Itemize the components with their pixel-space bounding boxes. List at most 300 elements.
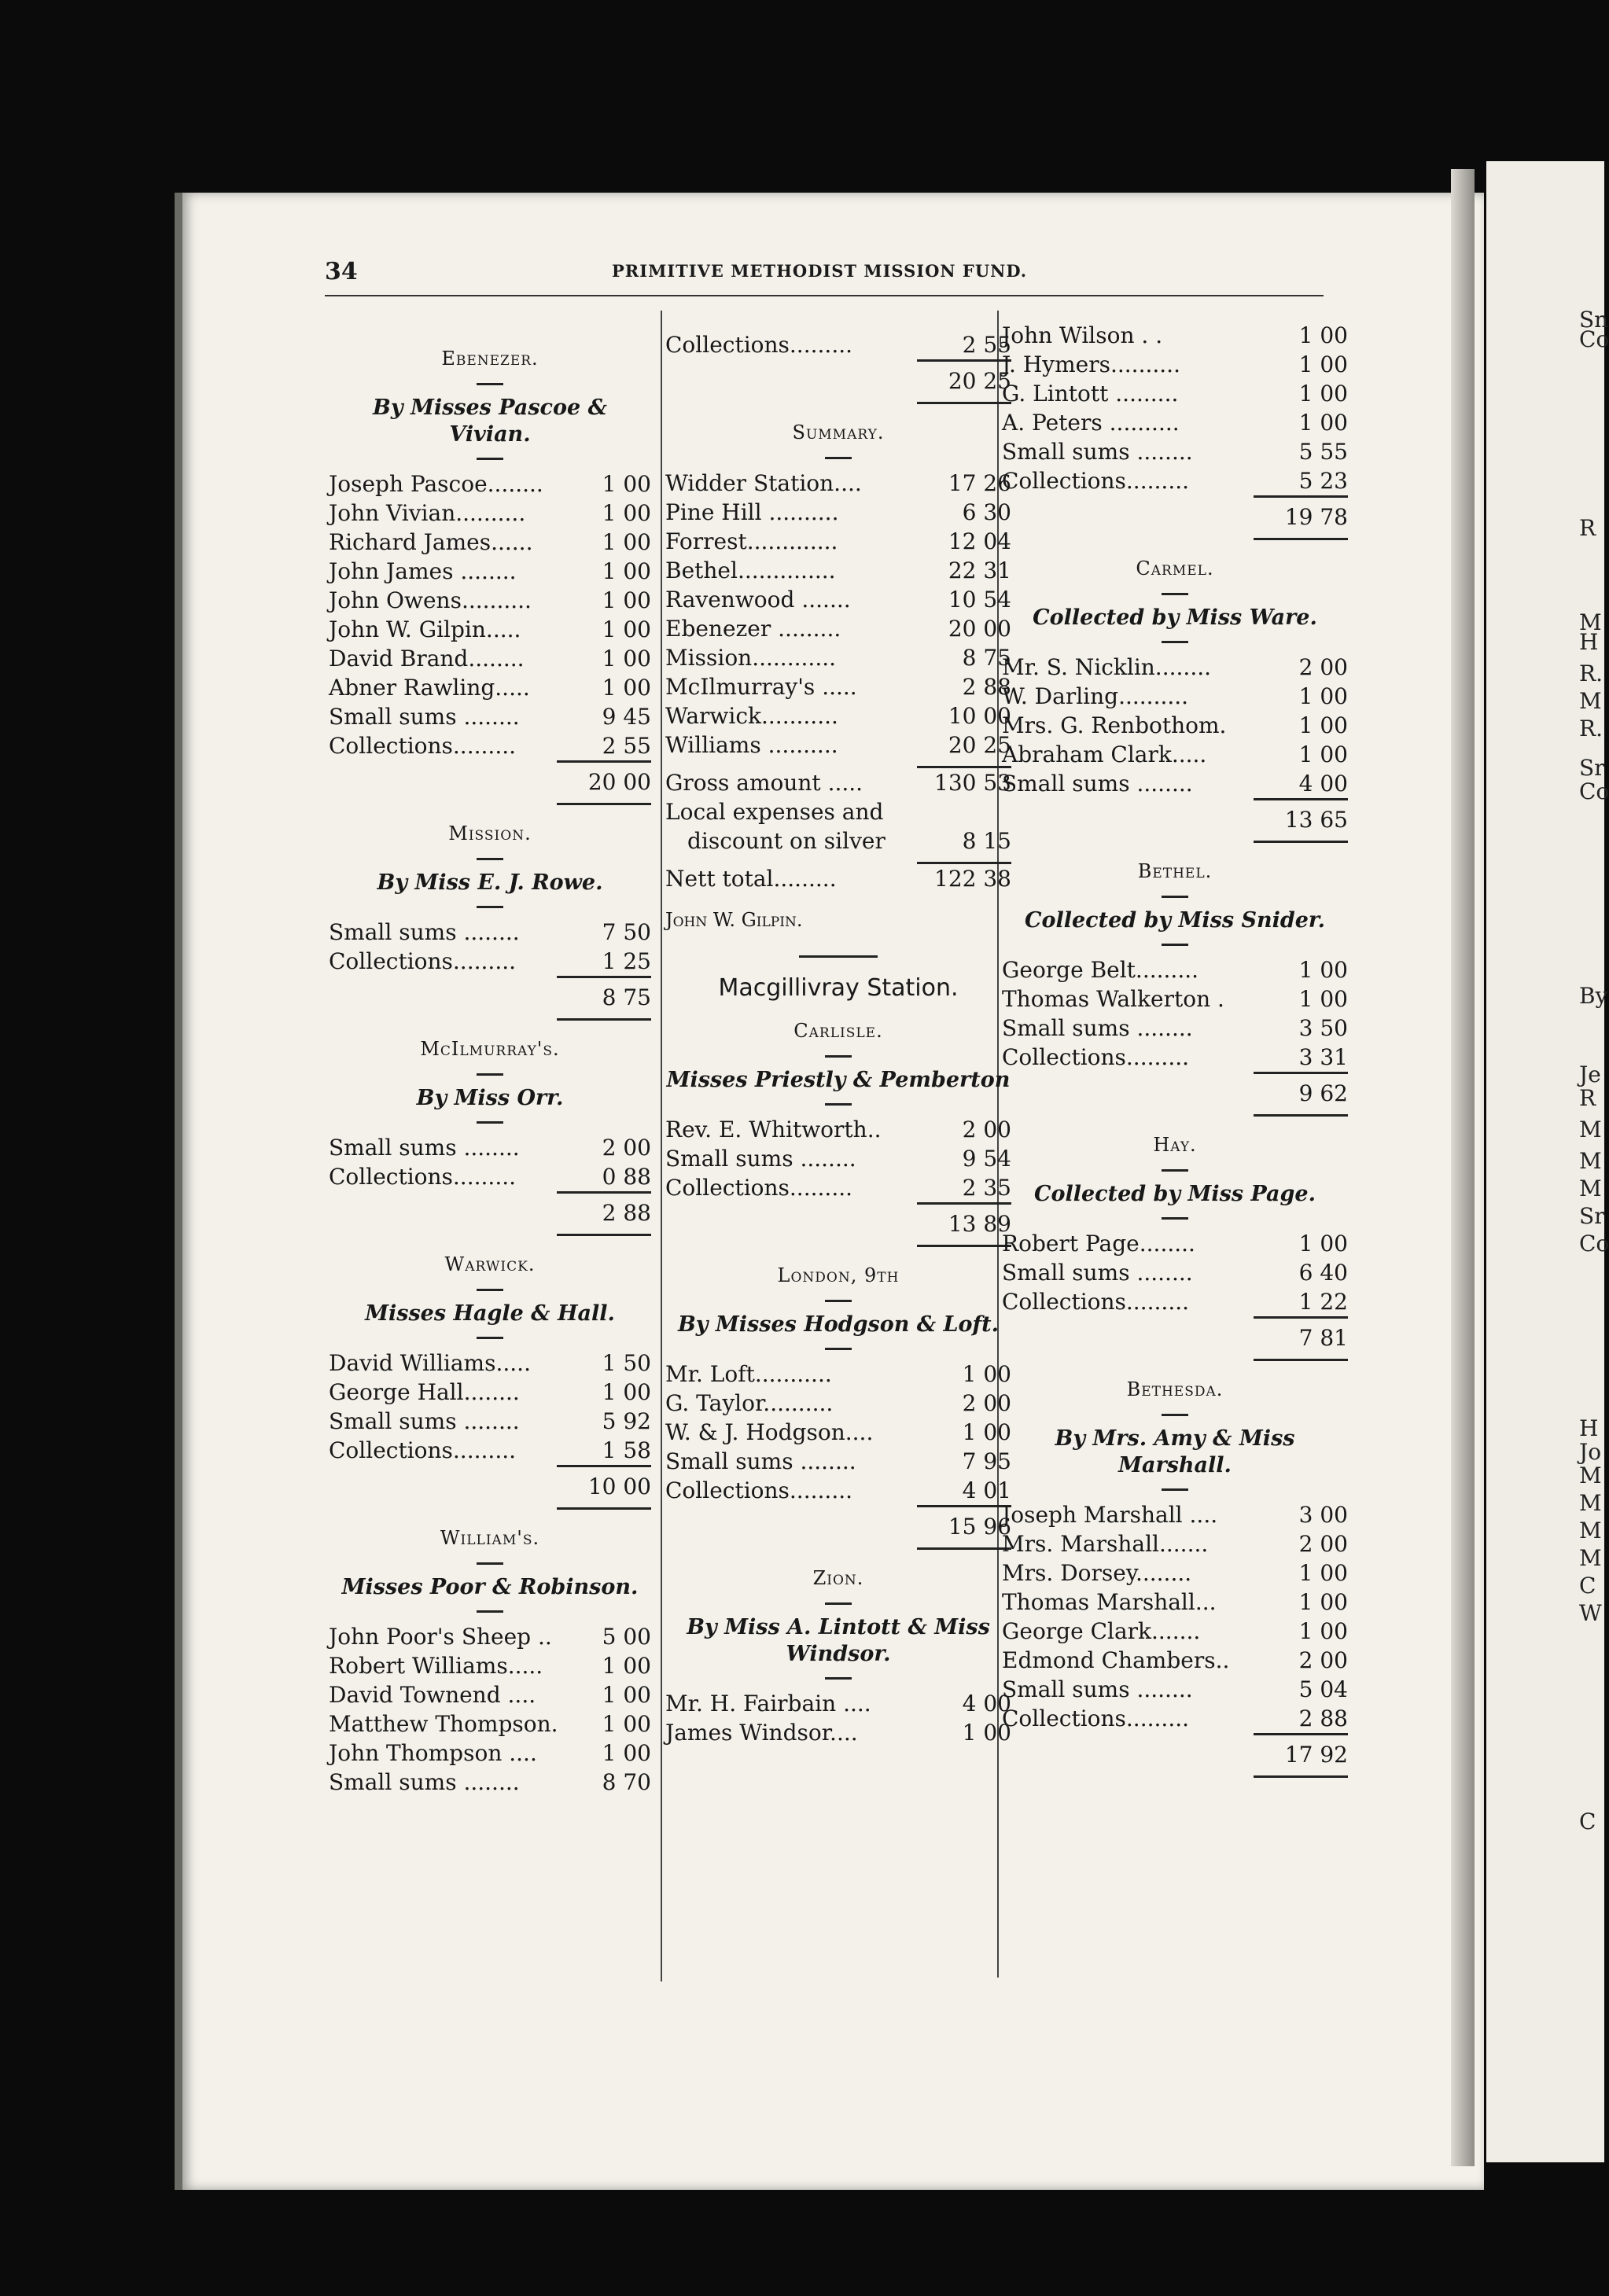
entry-amount: 1 00 [1298, 986, 1348, 1012]
ledger-entry [1002, 1229, 1348, 1258]
entry-name: Abner Rawling..... [329, 675, 530, 701]
entry-name: David Brand........ [329, 646, 525, 672]
entry-name: Collections......... [1002, 1289, 1190, 1315]
entry-name: Small sums ........ [1002, 1676, 1193, 1702]
entry-name: Collections......... [665, 1477, 853, 1503]
entry-amount: 22 31 [948, 557, 1011, 583]
entry-amount: 2 00 [1298, 654, 1348, 680]
section-dash [477, 1562, 503, 1565]
section-dash [825, 1055, 852, 1058]
column-rule-1 [661, 311, 662, 1981]
entry-amount: 2 00 [1298, 1531, 1348, 1557]
section-dash [477, 906, 503, 908]
section-title: London, 9th [777, 1264, 900, 1286]
ledger-entry [329, 702, 651, 731]
entry-amount: 1 00 [602, 675, 651, 701]
section-total: 7 81 [1254, 1316, 1348, 1352]
entry-amount: 1 00 [1298, 1589, 1348, 1615]
facing-page-fragment: M [1579, 1518, 1602, 1544]
ledger-entry [665, 498, 1011, 527]
ledger-entry [1002, 1675, 1348, 1704]
entry-name: Thomas Marshall... [1002, 1589, 1217, 1615]
section-total: 19 78 [1254, 495, 1348, 532]
ledger-entry [1002, 740, 1348, 769]
column-1 [329, 330, 651, 1797]
entry-amount: 6 40 [1298, 1260, 1348, 1286]
entry-name: Abraham Clark..... [1002, 741, 1207, 767]
entry-name: Edmond Chambers.. [1002, 1647, 1230, 1673]
gross-value: 130 53 [934, 770, 1011, 796]
entry-name: John James ........ [329, 558, 517, 584]
ledger-entry [665, 730, 1011, 760]
collector-line: By Miss Orr. [416, 1086, 564, 1110]
local-expenses-row-2 [665, 826, 1011, 855]
ledger-entry [665, 643, 1011, 672]
ledger-entry [329, 731, 651, 760]
facing-page-fragment: R [1579, 515, 1596, 541]
station-heading: Macgillivray Station. [718, 974, 959, 1002]
section-total: 15 96 [917, 1505, 1011, 1541]
facing-page-fragment: Jo [1579, 1439, 1602, 1465]
facing-page-fragment: M [1579, 1117, 1602, 1142]
section-dash [1162, 944, 1188, 946]
section-dash [825, 1677, 852, 1680]
facing-page-fragment: Je [1579, 1062, 1601, 1087]
column-3 [1002, 321, 1348, 1778]
section-dash [477, 458, 503, 460]
section-title: Carmel. [1136, 557, 1214, 580]
section-title: McIlmurray's. [420, 1038, 560, 1060]
page-header [325, 258, 1331, 289]
section-total: 13 89 [917, 1202, 1011, 1238]
entry-name: Collections......... [329, 1437, 517, 1463]
entry-name: John Thompson .... [329, 1740, 537, 1766]
section-total: 9 62 [1254, 1072, 1348, 1108]
section-dash [825, 1348, 852, 1350]
entry-name: Mr. S. Nicklin........ [1002, 654, 1212, 680]
ledger-entry [1002, 955, 1348, 984]
total-underline [557, 1507, 651, 1510]
ledger-entry [665, 1144, 1011, 1173]
total-underline [1254, 841, 1348, 843]
entry-name: Small sums ........ [329, 1769, 520, 1795]
entry-name: Small sums ........ [329, 704, 520, 730]
facing-page-fragment: C [1579, 1573, 1596, 1599]
facing-page-fragment: M [1579, 1148, 1602, 1174]
section-dash [477, 1337, 503, 1339]
entry-amount: 12 04 [948, 528, 1011, 554]
entry-amount: 9 45 [602, 704, 651, 730]
entry-amount: 1 00 [602, 1740, 651, 1766]
ledger-entry [665, 1476, 1011, 1505]
section-title: Ebenezer. [441, 348, 539, 370]
entry-amount: 1 00 [962, 1720, 1011, 1746]
facing-page-fragment: H [1579, 1415, 1599, 1441]
collector-line: By Misses Hodgson & Loft. [677, 1312, 999, 1337]
facing-page-fragment: M [1579, 688, 1602, 714]
entry-name: John W. Gilpin..... [329, 616, 521, 642]
ledger-entry [1002, 379, 1348, 408]
facing-page-fragment: M [1579, 609, 1602, 635]
ledger-entry [329, 1739, 651, 1768]
entry-amount: 2 55 [962, 332, 1011, 358]
column-2 [665, 330, 1011, 1747]
ledger-entry [329, 557, 651, 586]
local-expenses-row-1 [665, 797, 1011, 826]
entry-name: Mrs. Dorsey........ [1002, 1560, 1192, 1586]
facing-page-fragment: W [1579, 1600, 1602, 1626]
collector-line: Misses Hagle & Hall. [365, 1301, 615, 1326]
entry-amount: 10 00 [948, 703, 1011, 729]
ledger-entry [1002, 350, 1348, 379]
entry-amount: 4 00 [1298, 771, 1348, 797]
entry-name: George Belt......... [1002, 957, 1199, 983]
facing-page-fragment: Sr [1579, 755, 1605, 781]
total-underline [557, 803, 651, 805]
entry-name: George Clark....... [1002, 1618, 1201, 1644]
facing-page-fragment: R. [1579, 716, 1603, 741]
ledger-entry [665, 701, 1011, 730]
entry-amount: 1 00 [1298, 322, 1348, 348]
section-dash [1162, 1414, 1188, 1416]
entry-amount: 1 00 [1298, 957, 1348, 983]
entry-amount: 1 00 [602, 646, 651, 672]
entry-amount: 4 01 [962, 1477, 1011, 1503]
entry-amount: 9 54 [962, 1146, 1011, 1172]
section-dash [1162, 593, 1188, 595]
entry-amount: 3 50 [1298, 1015, 1348, 1041]
ledger-entry [1002, 437, 1348, 466]
section-dash [477, 1289, 503, 1291]
section-dash [477, 1121, 503, 1124]
entry-amount: 1 00 [1298, 351, 1348, 377]
entry-name: Collections......... [329, 733, 517, 759]
entry-name: A. Peters .......... [1002, 410, 1180, 436]
ledger-entry [329, 1436, 651, 1465]
collector-line: By Misses Pascoe & Vivian. [373, 396, 607, 447]
entry-amount: 1 00 [1298, 1231, 1348, 1257]
entry-amount: 1 00 [602, 1653, 651, 1679]
collector-line: Misses Priestly & Pemberton [666, 1068, 1011, 1092]
collector-line: Collected by Miss Page. [1033, 1182, 1316, 1206]
entry-amount: 5 00 [602, 1624, 651, 1650]
total-underline [1254, 538, 1348, 540]
collector-line: By Mrs. Amy & Miss Marshall. [1055, 1426, 1295, 1477]
section-title: Bethel. [1137, 860, 1213, 882]
facing-page-fragment: M [1579, 1176, 1602, 1201]
entry-name: McIlmurray's ..... [665, 674, 857, 700]
gross-amount-row [665, 768, 1011, 797]
entry-amount: 8 75 [962, 645, 1011, 671]
entry-name: Small sums ........ [329, 919, 520, 945]
ledger-entry [665, 1173, 1011, 1202]
facing-page-fragment: M [1579, 1490, 1602, 1516]
entry-name: Small sums ........ [329, 1135, 520, 1161]
entry-amount: 1 00 [962, 1361, 1011, 1387]
ledger-entry [329, 1651, 651, 1680]
ledger-entry [1002, 1558, 1348, 1588]
entry-amount: 2 00 [962, 1390, 1011, 1416]
entry-amount: 2 00 [602, 1135, 651, 1161]
page-number: 34 [325, 258, 358, 285]
ledger-entry [1002, 1529, 1348, 1558]
station-rule [799, 955, 878, 958]
ledger-entry [1002, 408, 1348, 437]
entry-amount: 1 00 [602, 529, 651, 555]
entry-amount: 5 23 [1298, 468, 1348, 494]
section-title: Mission. [448, 822, 532, 844]
entry-name: David Townend .... [329, 1682, 536, 1708]
entry-name: Collections......... [1002, 1705, 1190, 1731]
ledger-entry [665, 1689, 1011, 1718]
section-dash [1162, 896, 1188, 898]
ledger-entry [1002, 1043, 1348, 1072]
facing-page-fragment: R. [1579, 660, 1603, 686]
ledger-entry [329, 1680, 651, 1709]
section-dash [825, 1602, 852, 1605]
section-title: Warwick. [444, 1253, 536, 1275]
facing-page-fragment: By [1579, 983, 1608, 1009]
facing-page-fragment: M [1579, 1545, 1602, 1571]
ledger-entry [329, 586, 651, 615]
collector-line: Collected by Miss Snider. [1024, 908, 1326, 933]
total-underline [1254, 1114, 1348, 1117]
entry-name: Richard James...... [329, 529, 533, 555]
section-dash [825, 1300, 852, 1302]
ledger-entry [329, 1622, 651, 1651]
entry-amount: 5 04 [1298, 1676, 1348, 1702]
ledger-entry [665, 1115, 1011, 1144]
entry-name: Mr. H. Fairbain .... [665, 1691, 871, 1716]
facing-page-fragment: M [1579, 1463, 1602, 1488]
ledger-entry [1002, 466, 1348, 495]
ledger-entry [1002, 1617, 1348, 1646]
ledger-entry [665, 330, 1011, 359]
facing-page-fragment: Sn [1579, 307, 1609, 333]
signature: John W. Gilpin. [665, 909, 803, 931]
facing-page-fragment: Co [1579, 1231, 1609, 1257]
ledger-entry [1002, 711, 1348, 740]
section-total: 10 00 [557, 1465, 651, 1501]
collector-line: Misses Poor & Robinson. [341, 1575, 639, 1599]
entry-name: Collections......... [1002, 1044, 1190, 1070]
entry-amount: 1 00 [602, 587, 651, 613]
entry-name: W. Darling.......... [1002, 683, 1189, 709]
ledger-entry [329, 644, 651, 673]
entry-name: G. Lintott ......... [1002, 381, 1179, 407]
collector-line: By Miss A. Lintott & Miss Windsor. [687, 1615, 990, 1666]
section-title: Bethesda. [1126, 1378, 1224, 1400]
entry-name: Collections......... [1002, 468, 1190, 494]
ledger-entry [1002, 1014, 1348, 1043]
entry-amount: 7 50 [602, 919, 651, 945]
entry-amount: 1 00 [1298, 741, 1348, 767]
entry-name: Matthew Thompson. [329, 1711, 558, 1737]
entry-name: Small sums ........ [329, 1408, 520, 1434]
ledger-entry [329, 1407, 651, 1436]
entry-name: Warwick........... [665, 703, 838, 729]
entry-amount: 1 00 [602, 616, 651, 642]
total-underline [917, 1245, 1011, 1247]
ledger-entry [665, 585, 1011, 614]
entry-amount: 1 50 [602, 1350, 651, 1376]
entry-amount: 1 00 [602, 1682, 651, 1708]
ledger-entry [665, 1418, 1011, 1447]
entry-name: Collections......... [665, 1175, 853, 1201]
section-dash [1162, 1217, 1188, 1220]
ledger-entry [329, 673, 651, 702]
section-title: William's. [440, 1527, 540, 1549]
facing-page-fragment: C [1579, 1808, 1596, 1834]
entry-name: Robert Page........ [1002, 1231, 1195, 1257]
collector-line: Collected by Miss Ware. [1033, 605, 1317, 630]
section-dash [477, 1610, 503, 1613]
entry-name: John Vivian.......... [329, 500, 526, 526]
nett-total-row [665, 864, 1011, 893]
ledger-entry [1002, 321, 1348, 350]
ledger-entry [1002, 1704, 1348, 1733]
entry-amount: 6 30 [962, 499, 1011, 525]
entry-amount: 1 00 [1298, 712, 1348, 738]
section-dash [1162, 641, 1188, 643]
local-label-2: discount on silver [687, 828, 886, 854]
section-total: 20 00 [557, 760, 651, 797]
ledger-entry [329, 1768, 651, 1797]
entry-amount: 1 25 [602, 948, 651, 974]
section-title: Carlisle. [793, 1020, 883, 1042]
section-total: 13 65 [1254, 798, 1348, 834]
section-title: Hay. [1153, 1134, 1197, 1156]
ledger-entry [665, 672, 1011, 701]
entry-amount: 20 25 [948, 732, 1011, 758]
facing-page-fragment: H [1579, 629, 1599, 655]
facing-page-fragment: Co [1579, 326, 1609, 352]
entry-amount: 4 00 [962, 1691, 1011, 1716]
entry-name: Mrs. G. Renbothom. [1002, 712, 1227, 738]
entry-name: Thomas Walkerton . [1002, 986, 1224, 1012]
total-underline [557, 1018, 651, 1021]
entry-name: John Poor's Sheep .. [329, 1624, 552, 1650]
section-dash [477, 1073, 503, 1076]
entry-amount: 2 00 [1298, 1647, 1348, 1673]
entry-name: W. & J. Hodgson.... [665, 1419, 874, 1445]
entry-amount: 1 22 [1298, 1289, 1348, 1315]
total-underline [1254, 1359, 1348, 1361]
total-underline [917, 1547, 1011, 1550]
entry-name: Rev. E. Whitworth.. [665, 1117, 882, 1142]
entry-amount: 8 70 [602, 1769, 651, 1795]
gross-label: Gross amount ..... [665, 770, 863, 796]
nett-value: 122 38 [934, 866, 1011, 892]
entry-name: James Windsor.... [665, 1720, 858, 1746]
entry-name: Williams .......... [665, 732, 838, 758]
entry-amount: 1 00 [1298, 381, 1348, 407]
facing-page-fragment: Sr [1579, 1203, 1605, 1229]
entry-name: Small sums ........ [665, 1448, 856, 1474]
entry-amount: 1 00 [1298, 683, 1348, 709]
entry-name: Bethel.............. [665, 557, 836, 583]
entry-name: David Williams..... [329, 1350, 531, 1376]
section-total: 2 88 [557, 1191, 651, 1227]
ledger-entry [329, 499, 651, 528]
section-title: Summary. [792, 421, 885, 443]
entry-amount: 1 00 [602, 1379, 651, 1405]
entry-name: Joseph Marshall .... [1002, 1502, 1218, 1528]
local-value: 8 15 [962, 828, 1011, 854]
entry-amount: 1 00 [1298, 1618, 1348, 1644]
entry-amount: 1 00 [602, 558, 651, 584]
ledger-entry [329, 615, 651, 644]
entry-amount: 7 95 [962, 1448, 1011, 1474]
entry-name: Mrs. Marshall....... [1002, 1531, 1209, 1557]
entry-name: George Hall........ [329, 1379, 520, 1405]
section-dash [477, 383, 503, 385]
page-gutter [1451, 169, 1475, 2166]
entry-amount: 5 92 [602, 1408, 651, 1434]
ledger-entry [329, 1133, 651, 1162]
ledger-entry [1002, 1258, 1348, 1287]
entry-name: John Owens.......... [329, 587, 532, 613]
entry-name: G. Taylor.......... [665, 1390, 834, 1416]
entry-name: Robert Williams..... [329, 1653, 543, 1679]
entry-amount: 17 26 [948, 470, 1011, 496]
ledger-entry [329, 1162, 651, 1191]
entry-amount: 2 88 [1298, 1705, 1348, 1731]
ledger-entry [329, 947, 651, 976]
entry-amount: 1 00 [602, 1711, 651, 1737]
ledger-entry [1002, 653, 1348, 682]
section-title: Zion. [812, 1567, 864, 1589]
facing-page-fragment: R [1579, 1085, 1596, 1111]
header-rule [325, 295, 1324, 296]
ledger-entry [329, 918, 651, 947]
ledger-entry [1002, 1588, 1348, 1617]
entry-name: Small sums ........ [1002, 1015, 1193, 1041]
entry-name: Ebenezer ......... [665, 616, 841, 642]
entry-amount: 3 31 [1298, 1044, 1348, 1070]
total-underline [557, 1234, 651, 1236]
collector-line: By Miss E. J. Rowe. [377, 870, 603, 895]
total-underline [917, 402, 1011, 404]
entry-amount: 0 88 [602, 1164, 651, 1190]
ledger-entry [665, 614, 1011, 643]
entry-amount: 3 00 [1298, 1502, 1348, 1528]
ledger-entry [1002, 1287, 1348, 1316]
entry-name: Mission............ [665, 645, 837, 671]
section-dash [1162, 1169, 1188, 1172]
facing-page-fragment: Co [1579, 778, 1609, 804]
ledger-entry [329, 1349, 651, 1378]
section-dash [477, 858, 503, 860]
entry-name: Small sums ........ [1002, 1260, 1193, 1286]
entry-amount: 1 00 [962, 1419, 1011, 1445]
local-label-1: Local expenses and [665, 799, 884, 825]
entry-name: Small sums ........ [665, 1146, 856, 1172]
ledger-entry [329, 1709, 651, 1739]
entry-amount: 10 54 [948, 587, 1011, 613]
entry-amount: 2 88 [962, 674, 1011, 700]
entry-amount: 1 00 [602, 471, 651, 497]
entry-amount: 1 58 [602, 1437, 651, 1463]
entry-name: Collections......... [329, 1164, 517, 1190]
ledger-entry [329, 469, 651, 499]
total-underline [1254, 1775, 1348, 1778]
ledger-entry [329, 528, 651, 557]
ledger-entry [665, 1718, 1011, 1747]
entry-name: Small sums ........ [1002, 439, 1193, 465]
entry-name: Joseph Pascoe........ [329, 471, 543, 497]
entry-name: Mr. Loft........... [665, 1361, 832, 1387]
